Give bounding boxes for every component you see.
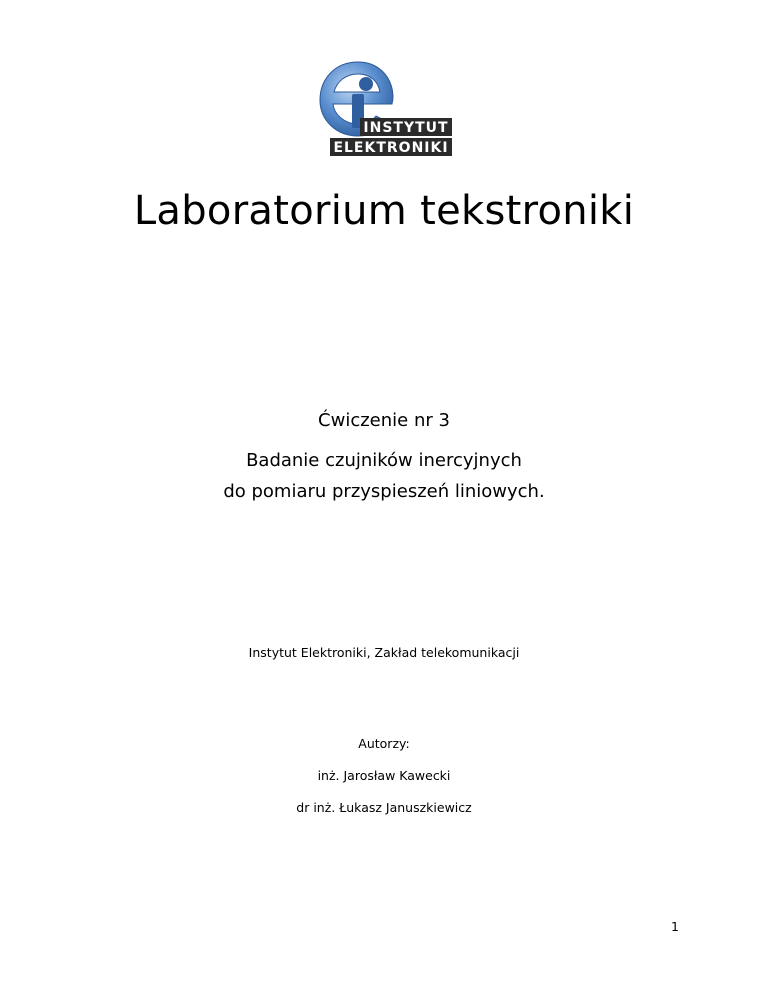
document-title: Laboratorium tekstroniki (133, 188, 635, 234)
author-2: dr inż. Łukasz Januszkiewicz (296, 800, 472, 815)
page-number: 1 (671, 919, 679, 934)
logo-text-line1: INSTYTUT (363, 120, 449, 136)
author-1: inż. Jarosław Kawecki (317, 768, 451, 783)
logo-i-dot (359, 77, 373, 91)
subject-line-2: do pomiaru przyspieszeń liniowych. (223, 481, 545, 502)
institute-logo (316, 58, 456, 158)
subject-line-1: Badanie czujników inercyjnych (246, 450, 522, 471)
institute-department: Instytut Elektroniki, Zakład telekomunikacji (248, 645, 520, 660)
logo-text-line2: ELEKTRONIKI (333, 140, 449, 156)
exercise-subject (0, 445, 768, 507)
authors-label: Autorzy: (358, 736, 410, 751)
exercise-number: Ćwiczenie nr 3 (318, 410, 450, 431)
